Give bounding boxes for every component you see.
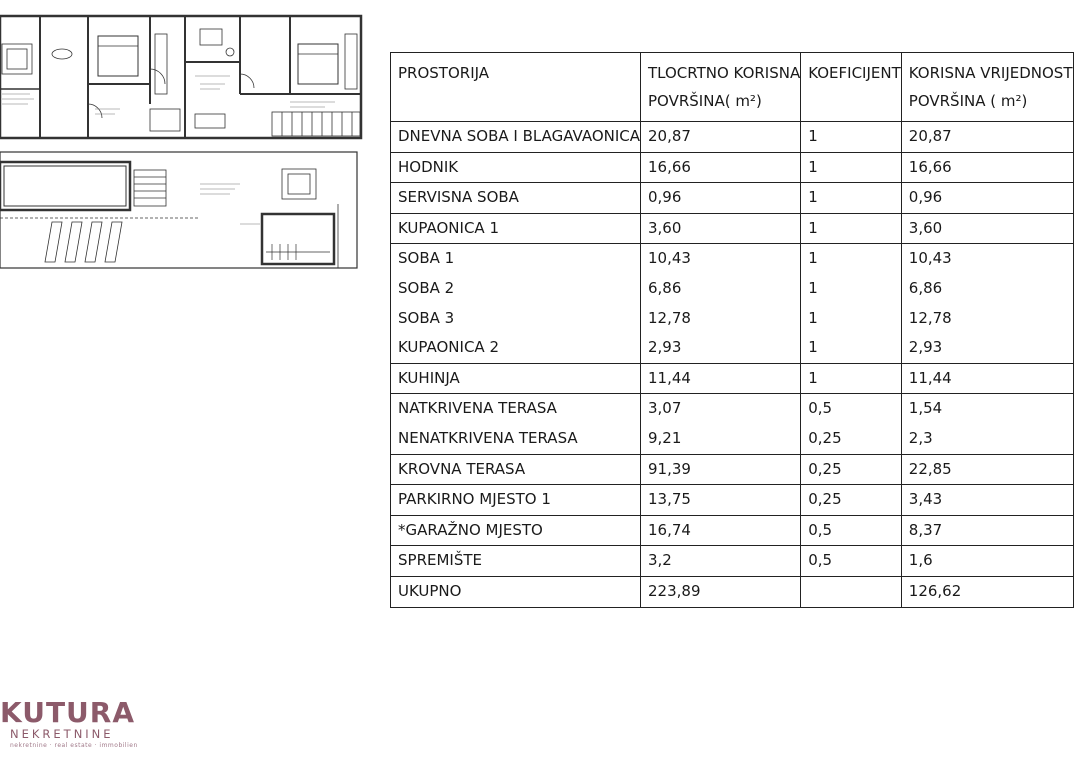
cell-room: NENATKRIVENA TERASA bbox=[391, 424, 641, 454]
cell-value: 8,37 bbox=[901, 515, 1073, 546]
cell-area: 11,44 bbox=[641, 363, 801, 394]
cell-value: 11,44 bbox=[901, 363, 1073, 394]
cell-value: 2,93 bbox=[901, 333, 1073, 363]
cell-value: 126,62 bbox=[901, 576, 1073, 607]
cell-value: 2,3 bbox=[901, 424, 1073, 454]
cell-coef: 1 bbox=[801, 304, 902, 334]
cell-coef: 1 bbox=[801, 183, 902, 214]
cell-room: *GARAŽNO MJESTO bbox=[391, 515, 641, 546]
table-row bbox=[391, 274, 1074, 304]
cell-coef: 0,5 bbox=[801, 515, 902, 546]
cell-room: SPREMIŠTE bbox=[391, 546, 641, 577]
cell-room: PARKIRNO MJESTO 1 bbox=[391, 485, 641, 516]
cell-room: HODNIK bbox=[391, 152, 641, 183]
table-row bbox=[391, 122, 1074, 153]
table-row bbox=[391, 485, 1074, 516]
cell-area: 3,2 bbox=[641, 546, 801, 577]
cell-value: 1,6 bbox=[901, 546, 1073, 577]
header-room: PROSTORIJA bbox=[391, 53, 641, 122]
cell-area: 3,07 bbox=[641, 394, 801, 424]
logo-tagline: nekretnine · real estate · immobilien bbox=[10, 742, 138, 749]
table-header-row bbox=[391, 53, 1074, 122]
cell-room: DNEVNA SOBA I BLAGAVAONICA bbox=[391, 122, 641, 153]
cell-room: SOBA 2 bbox=[391, 274, 641, 304]
table-row bbox=[391, 304, 1074, 334]
cell-coef: 1 bbox=[801, 363, 902, 394]
cell-value: 6,86 bbox=[901, 274, 1073, 304]
cell-room: SOBA 3 bbox=[391, 304, 641, 334]
floor-plan-drawing bbox=[0, 14, 362, 270]
header-floor-area: TLOCRTNO KORISNA POVRŠINA( m²) bbox=[641, 53, 801, 122]
cell-room: UKUPNO bbox=[391, 576, 641, 607]
cell-area: 13,75 bbox=[641, 485, 801, 516]
cell-area: 16,66 bbox=[641, 152, 801, 183]
cell-area: 10,43 bbox=[641, 244, 801, 274]
table-row bbox=[391, 244, 1074, 274]
cell-value: 20,87 bbox=[901, 122, 1073, 153]
logo-subtitle: NEKRETNINE bbox=[10, 727, 114, 741]
cell-room: KUHINJA bbox=[391, 363, 641, 394]
table-row bbox=[391, 454, 1074, 485]
cell-value: 22,85 bbox=[901, 454, 1073, 485]
table-row bbox=[391, 333, 1074, 363]
company-logo bbox=[0, 696, 140, 756]
cell-room: SOBA 1 bbox=[391, 244, 641, 274]
cell-room: KUPAONICA 2 bbox=[391, 333, 641, 363]
table-row bbox=[391, 183, 1074, 214]
header-useful-value: KORISNA VRIJEDNOST POVRŠINA ( m²) bbox=[901, 53, 1073, 122]
table-row bbox=[391, 515, 1074, 546]
cell-coef: 1 bbox=[801, 274, 902, 304]
cell-coef bbox=[801, 576, 902, 607]
logo-name: KUTURA bbox=[0, 696, 136, 729]
cell-area: 20,87 bbox=[641, 122, 801, 153]
table-row bbox=[391, 213, 1074, 244]
cell-value: 16,66 bbox=[901, 152, 1073, 183]
table-row bbox=[391, 363, 1074, 394]
cell-value: 12,78 bbox=[901, 304, 1073, 334]
cell-area: 9,21 bbox=[641, 424, 801, 454]
cell-area: 16,74 bbox=[641, 515, 801, 546]
cell-coef: 0,25 bbox=[801, 454, 902, 485]
table-row bbox=[391, 424, 1074, 454]
cell-room: KROVNA TERASA bbox=[391, 454, 641, 485]
cell-coef: 1 bbox=[801, 213, 902, 244]
cell-value: 0,96 bbox=[901, 183, 1073, 214]
header-coefficient: KOEFICIJENT bbox=[801, 53, 902, 122]
cell-area: 6,86 bbox=[641, 274, 801, 304]
cell-value: 3,60 bbox=[901, 213, 1073, 244]
cell-room: SERVISNA SOBA bbox=[391, 183, 641, 214]
cell-area: 2,93 bbox=[641, 333, 801, 363]
cell-area: 223,89 bbox=[641, 576, 801, 607]
cell-room: KUPAONICA 1 bbox=[391, 213, 641, 244]
cell-coef: 1 bbox=[801, 152, 902, 183]
cell-coef: 1 bbox=[801, 333, 902, 363]
table-row bbox=[391, 546, 1074, 577]
cell-room: NATKRIVENA TERASA bbox=[391, 394, 641, 424]
cell-coef: 0,5 bbox=[801, 394, 902, 424]
cell-area: 0,96 bbox=[641, 183, 801, 214]
cell-coef: 0,5 bbox=[801, 546, 902, 577]
table-row bbox=[391, 152, 1074, 183]
table-row bbox=[391, 394, 1074, 424]
cell-area: 12,78 bbox=[641, 304, 801, 334]
cell-area: 91,39 bbox=[641, 454, 801, 485]
cell-area: 3,60 bbox=[641, 213, 801, 244]
cell-coef: 0,25 bbox=[801, 485, 902, 516]
cell-coef: 1 bbox=[801, 244, 902, 274]
cell-coef: 0,25 bbox=[801, 424, 902, 454]
area-table bbox=[390, 52, 1074, 608]
cell-value: 10,43 bbox=[901, 244, 1073, 274]
table-row-total bbox=[391, 576, 1074, 607]
cell-coef: 1 bbox=[801, 122, 902, 153]
cell-value: 3,43 bbox=[901, 485, 1073, 516]
cell-value: 1,54 bbox=[901, 394, 1073, 424]
